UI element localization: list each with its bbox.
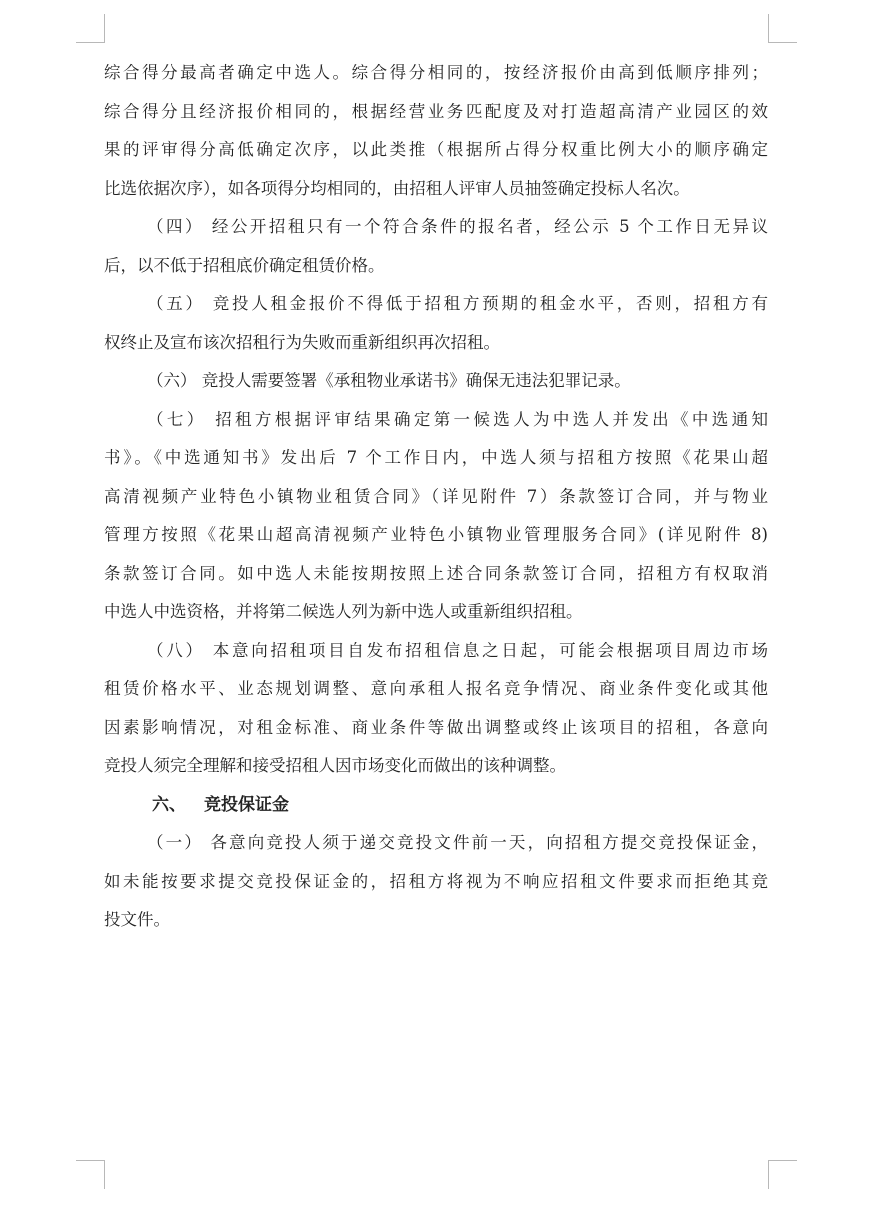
clause-5-line: 权终止及宣布该次招租行为失败而重新组织再次招租。 [104, 332, 500, 352]
paragraph-line: 综合得分最高者确定中选人。综合得分相同的，按经济报价由高到低顺序排列； [104, 63, 768, 82]
section-6-clause-1-line: （一） 各意向竞投人须于递交竞投文件前一天，向招租方提交竞投保证金， [147, 833, 768, 852]
section-heading [104, 786, 768, 825]
clause-7-line: 高清视频产业特色小镇物业租赁合同》（详见附件 7）条款签订合同，并与物业 [104, 486, 768, 506]
clause-5-line: （五） 竞投人租金报价不得低于招租方预期的租金水平，否则，招租方有 [147, 294, 768, 313]
clause-7-line: 管理方按照《花果山超高清视频产业特色小镇物业管理服务合同》(详见附件 8) [104, 525, 768, 544]
clause-4-line: 后，以不低于招租底价确定租赁价格。 [104, 255, 385, 275]
crop-mark-bottom-right [768, 1160, 797, 1189]
paragraph-line: 综合得分且经济报价相同的，根据经营业务匹配度及对打造超高清产业园区的效 [104, 101, 768, 121]
clause-8-line: 因素影响情况，对租金标准、商业条件等做出调整或终止该项目的招租，各意向 [104, 717, 768, 737]
clause-8-line: 竞投人须完全理解和接受招租人因市场变化而做出的该种调整。 [104, 756, 566, 775]
section-6-clause-1-line: 投文件。 [104, 910, 170, 929]
clause-6-line: （六） 竞投人需要签署《承租物业承诺书》确保无违法犯罪记录。 [147, 371, 631, 390]
section-number: 六、 [152, 794, 186, 815]
crop-mark-top-left [76, 14, 105, 43]
clause-7-line: 中选人中选资格，并将第二候选人列为新中选人或重新组织招租。 [104, 602, 583, 621]
crop-mark-top-right [768, 14, 797, 43]
clause-7-line: 条款签订合同。如中选人未能按期按照上述合同条款签订合同，招租方有权取消 [104, 563, 768, 583]
crop-mark-bottom-left [76, 1160, 105, 1189]
clause-7-line: 书》。《中选通知书》发出后 7 个工作日内，中选人须与招租方按照《花果山超 [104, 448, 768, 467]
clause-8-line: 租赁价格水平、业态规划调整、意向承租人报名竞争情况、商业条件变化或其他 [104, 679, 768, 698]
section-6-clause-1-line: 如未能按要求提交竞投保证金的，招租方将视为不响应招租文件要求而拒绝其竞 [104, 871, 768, 891]
clause-8-line: （八） 本意向招租项目自发布招租信息之日起，可能会根据项目周边市场 [147, 640, 768, 660]
clause-4-line: （四） 经公开招租只有一个符合条件的报名者，经公示 5 个工作日无异议 [147, 217, 768, 236]
section-title: 竞投保证金 [204, 794, 289, 815]
paragraph-line: 果的评审得分高低确定次序，以此类推（根据所占得分权重比例大小的顺序确定 [104, 140, 768, 159]
clause-7-line: （七） 招租方根据评审结果确定第一候选人为中选人并发出《中选通知 [147, 409, 768, 429]
document-body [104, 54, 768, 940]
paragraph-line: 比选依据次序），如各项得分均相同的，由招租人评审人员抽签确定投标人名次。 [104, 178, 690, 198]
